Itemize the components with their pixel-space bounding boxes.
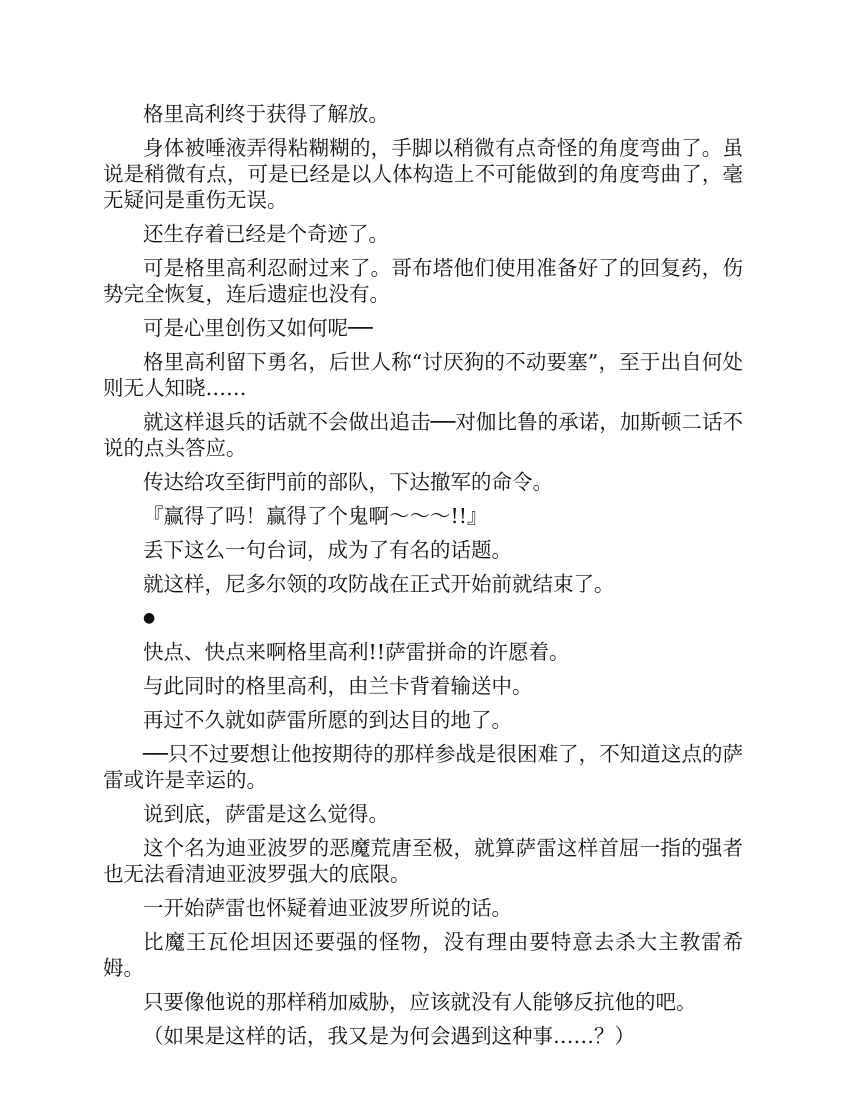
paragraph: 还生存着已经是个奇迹了。 [143, 222, 389, 246]
paragraph: 就这样退兵的话就不会做出追击──对伽比鲁的承诺，加斯顿二话不说的点头答应。 [103, 410, 743, 460]
paragraph: 与此同时的格里高利，由兰卡背着输送中。 [143, 674, 533, 698]
body-text [103, 101, 743, 1057]
paragraph: 一开始萨雷也怀疑着迪亚波罗所说的话。 [143, 896, 512, 920]
paragraph: 比魔王瓦伦坦因还要强的怪物，没有理由要特意去杀大主教雷希姆。 [103, 930, 743, 980]
paragraph: 传达给攻至街門前的部队，下达撤军的命令。 [143, 470, 553, 494]
paragraph: 快点、快点来啊格里高利!!萨雷拼命的许愿着。 [143, 640, 570, 664]
paragraph: （如果是这样的话，我又是为何会遇到这种事……？） [143, 1024, 635, 1048]
paragraph: 说到底，萨雷是这么觉得。 [143, 802, 389, 826]
paragraph: 可是心里创伤又如何呢── [143, 316, 373, 340]
paragraph: 这个名为迪亚波罗的恶魔荒唐至极，就算萨雷这样首屈一指的强者也无法看清迪亚波罗强大的底限。 [103, 836, 743, 886]
section-divider-bullet: ● [143, 610, 156, 626]
paragraph: 身体被唾液弄得粘糊糊的，手脚以稍微有点奇怪的角度弯曲了。虽说是稍微有点，可是已经是以人体构造上不可能做到的角度弯曲了，毫无疑问是重伤无误。 [103, 136, 743, 212]
paragraph: 丢下这么一句台词，成为了有名的话题。 [143, 538, 512, 562]
paragraph: 再过不久就如萨雷所愿的到达目的地了。 [143, 708, 512, 732]
paragraph: 格里高利留下勇名，后世人称“讨厌狗的不动要塞”，至于出自何处则无人知晓…… [103, 350, 743, 400]
paragraph: 『赢得了吗！赢得了个鬼啊～～～!!』 [143, 504, 488, 528]
paragraph: 格里高利终于获得了解放。 [143, 102, 389, 126]
paragraph: 可是格里高利忍耐过来了。哥布塔他们使用准备好了的回复药，伤势完全恢复，连后遗症也没有。 [103, 256, 743, 306]
paragraph: 就这样，尼多尔领的攻防战在正式开始前就结束了。 [143, 572, 615, 596]
paragraph: 只要像他说的那样稍加威胁，应该就没有人能够反抗他的吧。 [143, 990, 697, 1014]
paragraph: ──只不过要想让他按期待的那样参战是很困难了，不知道这点的萨雷或许是幸运的。 [103, 742, 743, 792]
